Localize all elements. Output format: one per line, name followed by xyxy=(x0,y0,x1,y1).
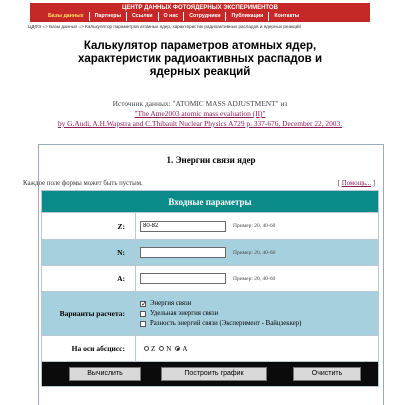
breadcrumb-separator: => xyxy=(41,24,50,29)
form-note: Каждое поле формы может быть пустым. xyxy=(23,180,143,187)
binding-energy-checkbox[interactable] xyxy=(140,301,146,307)
nav-item-publications[interactable]: Публикации xyxy=(226,12,269,21)
clear-button[interactable]: Очистить xyxy=(293,367,361,381)
z-hint: Пример: 20, 40-60 xyxy=(233,223,276,230)
axis-radio-group: Z N A xyxy=(140,345,378,353)
a-label: A: xyxy=(42,266,136,292)
a-hint: Пример: 20, 40-60 xyxy=(233,275,276,282)
a-input[interactable] xyxy=(140,273,226,284)
z-input[interactable] xyxy=(140,221,226,232)
option-specific-binding-energy: Удельная энергия связи xyxy=(140,309,378,319)
source-link-title[interactable]: "The Ame2003 atomic mass evaluation (II)" xyxy=(134,109,266,118)
site-header xyxy=(30,3,370,22)
calculate-button[interactable]: Вычислить xyxy=(69,367,141,381)
page-title xyxy=(40,40,360,79)
z-label: Z: xyxy=(42,213,136,240)
nav-item-about[interactable]: О нас xyxy=(159,12,185,21)
source-line-1: Источник данных: "ATOMIC MASS ADJUSTMENT" из xyxy=(112,99,288,108)
energy-difference-checkbox[interactable] xyxy=(140,321,146,327)
n-label: N: xyxy=(42,240,136,266)
plot-button[interactable]: Построить график xyxy=(161,367,267,381)
n-hint: Пример: 20, 40-60 xyxy=(233,249,276,256)
page-title-line-1: Калькулятор параметров атомных ядер, xyxy=(83,40,317,52)
axis-radio-a[interactable] xyxy=(175,346,180,351)
section-title: 1. Энергии связи ядер xyxy=(166,155,256,165)
input-form-table xyxy=(41,190,379,387)
axis-radio-z[interactable] xyxy=(144,346,149,351)
axis-radio-n[interactable] xyxy=(159,346,164,351)
options-label: Варианты расчета: xyxy=(42,292,136,336)
option-energy-difference: Разность энергий связи (Эксперимент - Вайцзеккер) xyxy=(140,319,378,329)
axis-label: На оси абсцисс: xyxy=(42,336,136,362)
option-binding-energy: ✓ Энергия связи xyxy=(140,299,378,309)
main-nav xyxy=(30,12,370,21)
breadcrumb-separator: => xyxy=(77,24,86,29)
breadcrumb xyxy=(28,24,388,29)
breadcrumb-current: Калькулятор параметров атомных ядер, характеристик радиоактивных распадов и ядерных реакций xyxy=(85,24,301,29)
nav-item-staff[interactable]: Сотрудники xyxy=(184,12,226,21)
site-title: ЦЕНТР ДАННЫХ ФОТОЯДЕРНЫХ ЭКСПЕРИМЕНТОВ xyxy=(122,5,278,11)
source-link-authors[interactable]: by G.Audi, A.H.Wapstra and C.Thibault Nuclear Physics A729 p. 337-676, December 22, 2003. xyxy=(57,119,343,128)
button-bar xyxy=(42,362,379,387)
nav-item-databases[interactable]: Базы данных xyxy=(43,12,90,21)
breadcrumb-databases[interactable]: Базы данных xyxy=(49,24,78,29)
page-title-line-3: ядерных реакций xyxy=(149,66,251,78)
data-source xyxy=(20,99,380,129)
nav-item-partners[interactable]: Партнеры xyxy=(90,12,127,21)
nav-item-links[interactable]: Ссылки xyxy=(127,12,159,21)
n-input[interactable] xyxy=(140,247,226,258)
page-title-line-2: характеристик радиоактивных распадов и xyxy=(77,53,323,65)
nav-item-contacts[interactable]: Контакты xyxy=(274,13,300,19)
specific-binding-energy-checkbox[interactable] xyxy=(140,311,146,317)
help-link-wrapper: [ Помощь... ] xyxy=(337,180,375,187)
help-link[interactable]: Помощь... xyxy=(341,180,372,187)
form-header: Входные параметры xyxy=(42,191,379,213)
breadcrumb-home[interactable]: ЦДФЭ xyxy=(28,24,42,29)
